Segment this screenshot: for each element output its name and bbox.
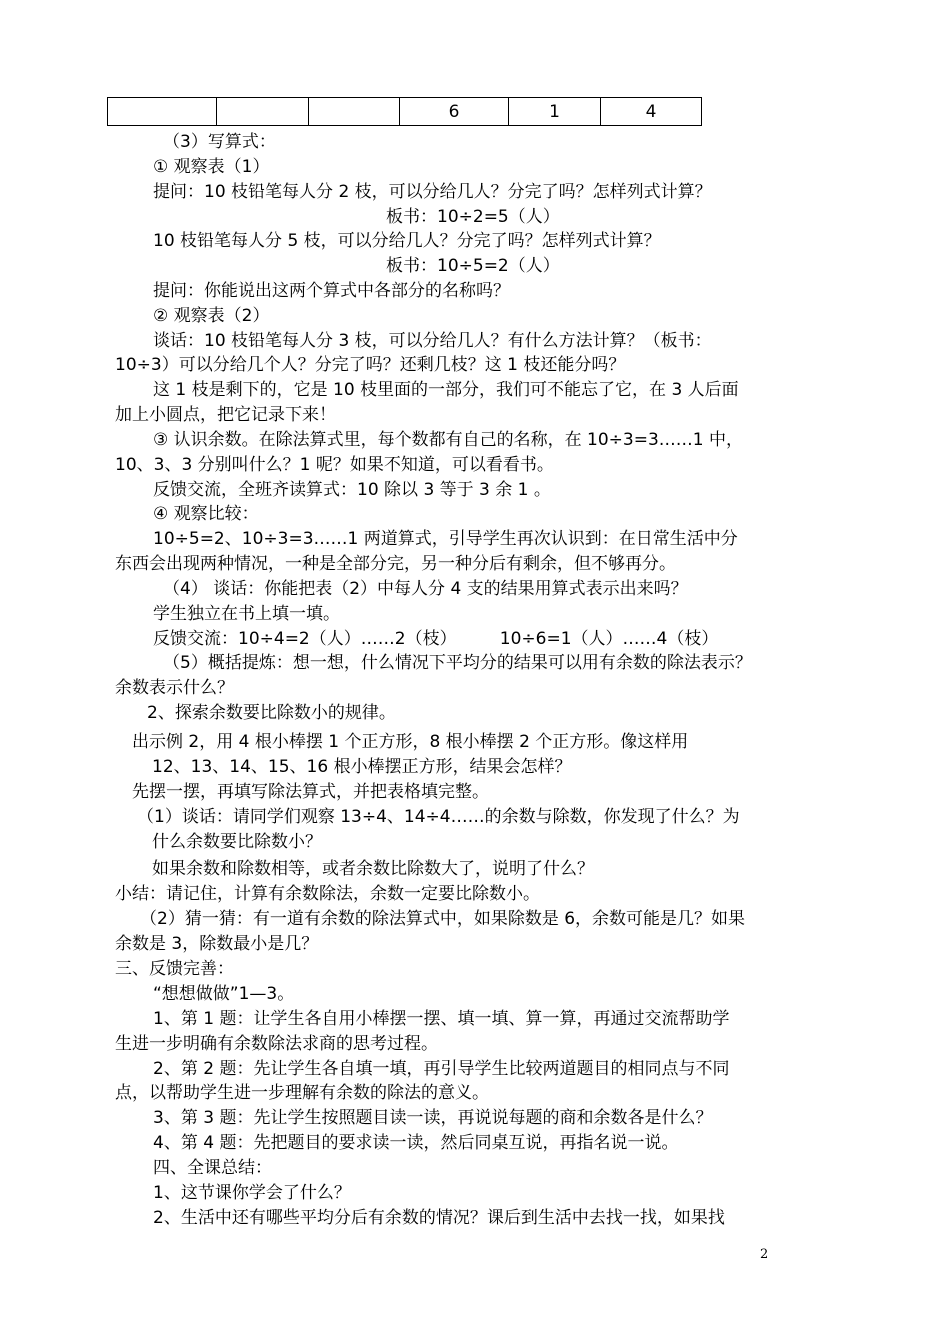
table-cell	[217, 98, 309, 126]
text-line: ② 观察表（2）	[153, 306, 270, 326]
table-cell: 1	[509, 98, 601, 126]
text-line: 先摆一摆，再填写除法算式，并把表格填完整。	[132, 782, 489, 802]
text-line: ④ 观察比较：	[153, 504, 259, 524]
text-line: 谈话：10 枝铅笔每人分 3 枝，可以分给几人？有什么方法计算？（板书：	[153, 331, 712, 351]
text-line: 2、生活中还有哪些平均分后有余数的情况？课后到生活中去找一找，如果找	[153, 1208, 725, 1228]
text-line: 10÷3）可以分给几个人？分完了吗？还剩几枝？这 1 枝还能分吗？	[115, 355, 626, 375]
text-line: 三、反馈完善：	[115, 959, 234, 979]
text-line: 东西会出现两种情况，一种是全部分完，另一种分后有剩余，但不够再分。	[115, 554, 676, 574]
data-table	[107, 97, 702, 126]
text-line: 四、全课总结：	[153, 1158, 272, 1178]
text-line: 出示例 2，用 4 根小棒摆 1 个正方形，8 根小棒摆 2 个正方形。像这样用	[132, 732, 689, 752]
text-line: 2、第 2 题：先让学生各自填一填，再引导学生比较两道题目的相同点与不同	[153, 1059, 730, 1079]
table-row	[108, 98, 702, 126]
text-line: 点，以帮助学生进一步理解有余数的除法的意义。	[115, 1083, 489, 1103]
text-line: （5）概括提炼：想一想，什么情况下平均分的结果可以用有余数的除法表示？	[163, 653, 752, 673]
page-number: 2	[760, 1247, 769, 1262]
text-line: （4） 谈话：你能把表（2）中每人分 4 支的结果用算式表示出来吗？	[163, 579, 688, 599]
text-line: 10÷5=2、10÷3=3……1 两道算式，引导学生再次认识到：在日常生活中分	[153, 529, 738, 549]
text-line: 4、第 4 题：先把题目的要求读一读，然后同桌互说，再指名说一说。	[153, 1133, 679, 1153]
text-line: （3）写算式：	[163, 132, 276, 152]
text-line: 提问：10 枝铅笔每人分 2 枝，可以分给几人？分完了吗？怎样列式计算？	[153, 182, 712, 202]
text-line: 提问：你能说出这两个算式中各部分的名称吗？	[153, 281, 510, 301]
table-cell	[309, 98, 400, 126]
text-line: 学生独立在书上填一填。	[153, 604, 340, 624]
text-line: 10 枝铅笔每人分 5 枝，可以分给几人？分完了吗？怎样列式计算？	[153, 231, 661, 251]
text-line: 反馈交流，全班齐读算式：10 除以 3 等于 3 余 1 。	[153, 480, 551, 500]
table-cell	[108, 98, 217, 126]
text-line: 10、3、3 分别叫什么？1 呢？如果不知道，可以看看书。	[115, 455, 554, 475]
table-cell: 6	[400, 98, 509, 126]
text-line: 12、13、14、15、16 根小棒摆正方形，结果会怎样？	[152, 757, 572, 777]
text-line: 板书：10÷2=5（人）	[386, 207, 560, 227]
text-line: （1）谈话：请同学们观察 13÷4、14÷4……的余数与除数，你发现了什么？为	[137, 807, 740, 827]
text-line: 生进一步明确有余数除法求商的思考过程。	[115, 1034, 438, 1054]
text-line: 反馈交流：10÷4=2（人）……2（枝） 10÷6=1（人）……4（枝）	[153, 629, 719, 649]
text-line: 板书：10÷5=2（人）	[386, 256, 560, 276]
text-line: （2）猜一猜：有一道有余数的除法算式中，如果除数是 6，余数可能是几？如果	[140, 909, 746, 929]
text-line: 这 1 枝是剩下的，它是 10 枝里面的一部分，我们可不能忘了它，在 3 人后面	[153, 380, 739, 400]
text-line: 余数表示什么？	[115, 678, 234, 698]
text-line: ① 观察表（1）	[153, 157, 270, 177]
text-line: 3、第 3 题：先让学生按照题目读一读，再说说每题的商和余数各是什么？	[153, 1108, 713, 1128]
text-line: 2、探索余数要比除数小的规律。	[147, 703, 396, 723]
text-line: 余数是 3，除数最小是几？	[115, 934, 319, 954]
text-line: 如果余数和除数相等，或者余数比除数大了，说明了什么？	[152, 859, 594, 879]
text-line: 加上小圆点，把它记录下来！	[115, 405, 336, 425]
text-line: 1、这节课你学会了什么？	[153, 1183, 351, 1203]
text-line: ③ 认识余数。在除法算式里，每个数都有自己的名称，在 10÷3=3……1 中，	[153, 430, 744, 450]
text-line: 什么余数要比除数小？	[152, 832, 322, 852]
table-cell: 4	[601, 98, 702, 126]
text-line: “想想做做”1—3。	[153, 984, 295, 1004]
text-line: 小结：请记住，计算有余数除法，余数一定要比除数小。	[115, 884, 540, 904]
text-line: 1、第 1 题：让学生各自用小棒摆一摆、填一填、算一算，再通过交流帮助学	[153, 1009, 730, 1029]
